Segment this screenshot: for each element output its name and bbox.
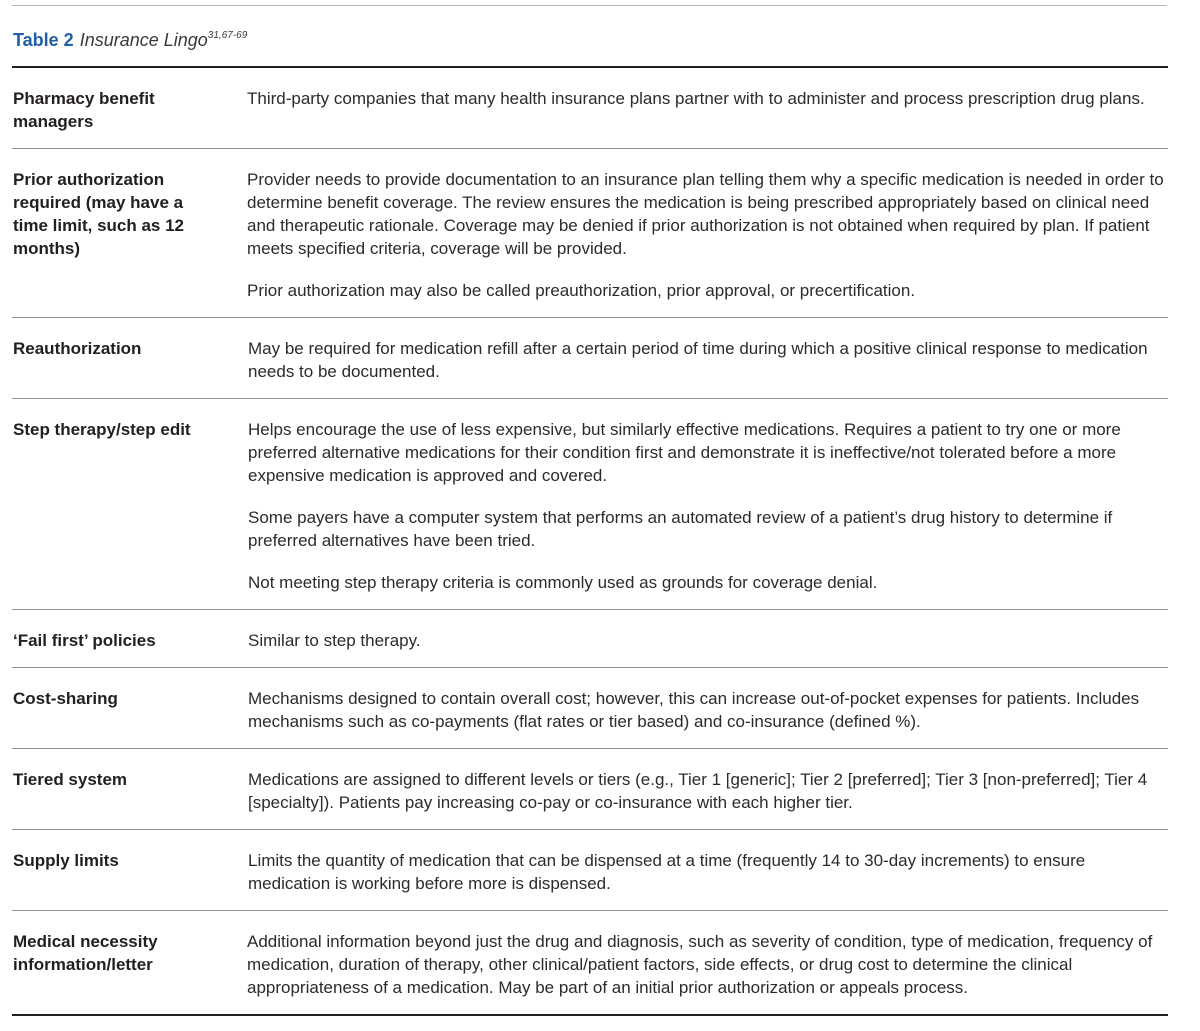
definition-paragraph: Some payers have a computer system that performs an automated review of a patient’s drug history to determine if preferred alternatives have been tried. xyxy=(248,508,1113,550)
term-cell: Pharmacy benefit managers xyxy=(13,89,155,131)
term-cell: Tiered system xyxy=(13,770,128,789)
table-caption xyxy=(13,25,247,51)
definition-cell xyxy=(247,87,1168,133)
definition-cell xyxy=(247,168,1168,302)
definition-cell xyxy=(248,768,1168,814)
definition-cell xyxy=(248,418,1168,594)
definition-paragraph: Limits the quantity of medication that can be dispensed at a time (frequently 14 to 30-day increments) to ensure medication is working before more is dispensed. xyxy=(248,851,1086,893)
table-row xyxy=(12,667,1168,748)
table-title: Insurance Lingo xyxy=(79,30,208,50)
term-cell: Step therapy/step edit xyxy=(13,420,191,439)
term-cell: Reauthorization xyxy=(13,339,142,358)
table-row xyxy=(12,910,1168,1014)
term-cell: Cost-sharing xyxy=(13,689,118,708)
term-cell: Supply limits xyxy=(13,851,119,870)
table-label: Table 2 xyxy=(13,30,74,50)
table-row xyxy=(12,829,1168,910)
definition-paragraph: Mechanisms designed to contain overall cost; however, this can increase out-of-pocket expenses for patients. Includes mechanisms such as co-payments (flat rates or tier based) and co-insurance (defined %). xyxy=(248,689,1140,731)
table-row xyxy=(12,609,1168,667)
definition-cell xyxy=(248,337,1168,383)
definition-paragraph: Similar to step therapy. xyxy=(248,631,421,650)
table-row xyxy=(12,748,1168,829)
definition-paragraph: Prior authorization may also be called preauthorization, prior approval, or precertification. xyxy=(247,281,916,300)
definition-paragraph: Third-party companies that many health insurance plans partner with to administer and process prescription drug plans. xyxy=(247,89,1145,108)
definition-cell xyxy=(248,629,1168,652)
definition-paragraph: Not meeting step therapy criteria is commonly used as grounds for coverage denial. xyxy=(248,573,878,592)
table-row xyxy=(12,317,1168,398)
term-cell: Prior authorization required (may have a time limit, such as 12 months) xyxy=(13,170,185,258)
table-row xyxy=(12,148,1168,317)
insurance-terms-table xyxy=(12,66,1168,1016)
definition-cell xyxy=(248,849,1168,895)
table-row xyxy=(12,398,1168,609)
definition-cell xyxy=(248,687,1168,733)
term-cell: Medical necessity information/letter xyxy=(13,932,158,974)
table-row xyxy=(12,68,1168,148)
top-divider xyxy=(12,5,1167,6)
definition-paragraph: Provider needs to provide documentation to an insurance plan telling them why a specific medication is needed in order to determine benefit coverage. The review ensures the medication is being prescribed appropriately based on clinical need and therapeutic rationale. Coverage may be denied if prior authorization is not obtained when required by plan. If patient meets specified criteria, coverage will be provided. xyxy=(247,170,1164,258)
definition-paragraph: Medications are assigned to different levels or tiers (e.g., Tier 1 [generic]; Tier 2 [preferred]; Tier 3 [non-preferred]; Tier 4 [specialty]). Patients pay increasing co-pay or co-insurance with each higher tier. xyxy=(248,770,1148,812)
reference-superscript: 31,67-69 xyxy=(207,30,248,41)
definition-cell xyxy=(247,930,1168,999)
definition-paragraph: Additional information beyond just the drug and diagnosis, such as severity of condition, type of medication, frequency of medication, duration of therapy, other clinical/patient factors, side effects, or drug cost to determine the clinical appropriateness of a medication. May be part of an initial prior authorization or appeals process. xyxy=(247,932,1153,997)
definition-paragraph: May be required for medication refill after a certain period of time during which a positive clinical response to medication needs to be documented. xyxy=(248,339,1148,381)
definition-paragraph: Helps encourage the use of less expensive, but similarly effective medications. Requires a patient to try one or more preferred alternative medications for their condition first and demonstrate it is ineffective/not tolerated before a more expensive medication is approved and covered. xyxy=(248,420,1121,485)
term-cell: ‘Fail first’ policies xyxy=(13,631,156,650)
